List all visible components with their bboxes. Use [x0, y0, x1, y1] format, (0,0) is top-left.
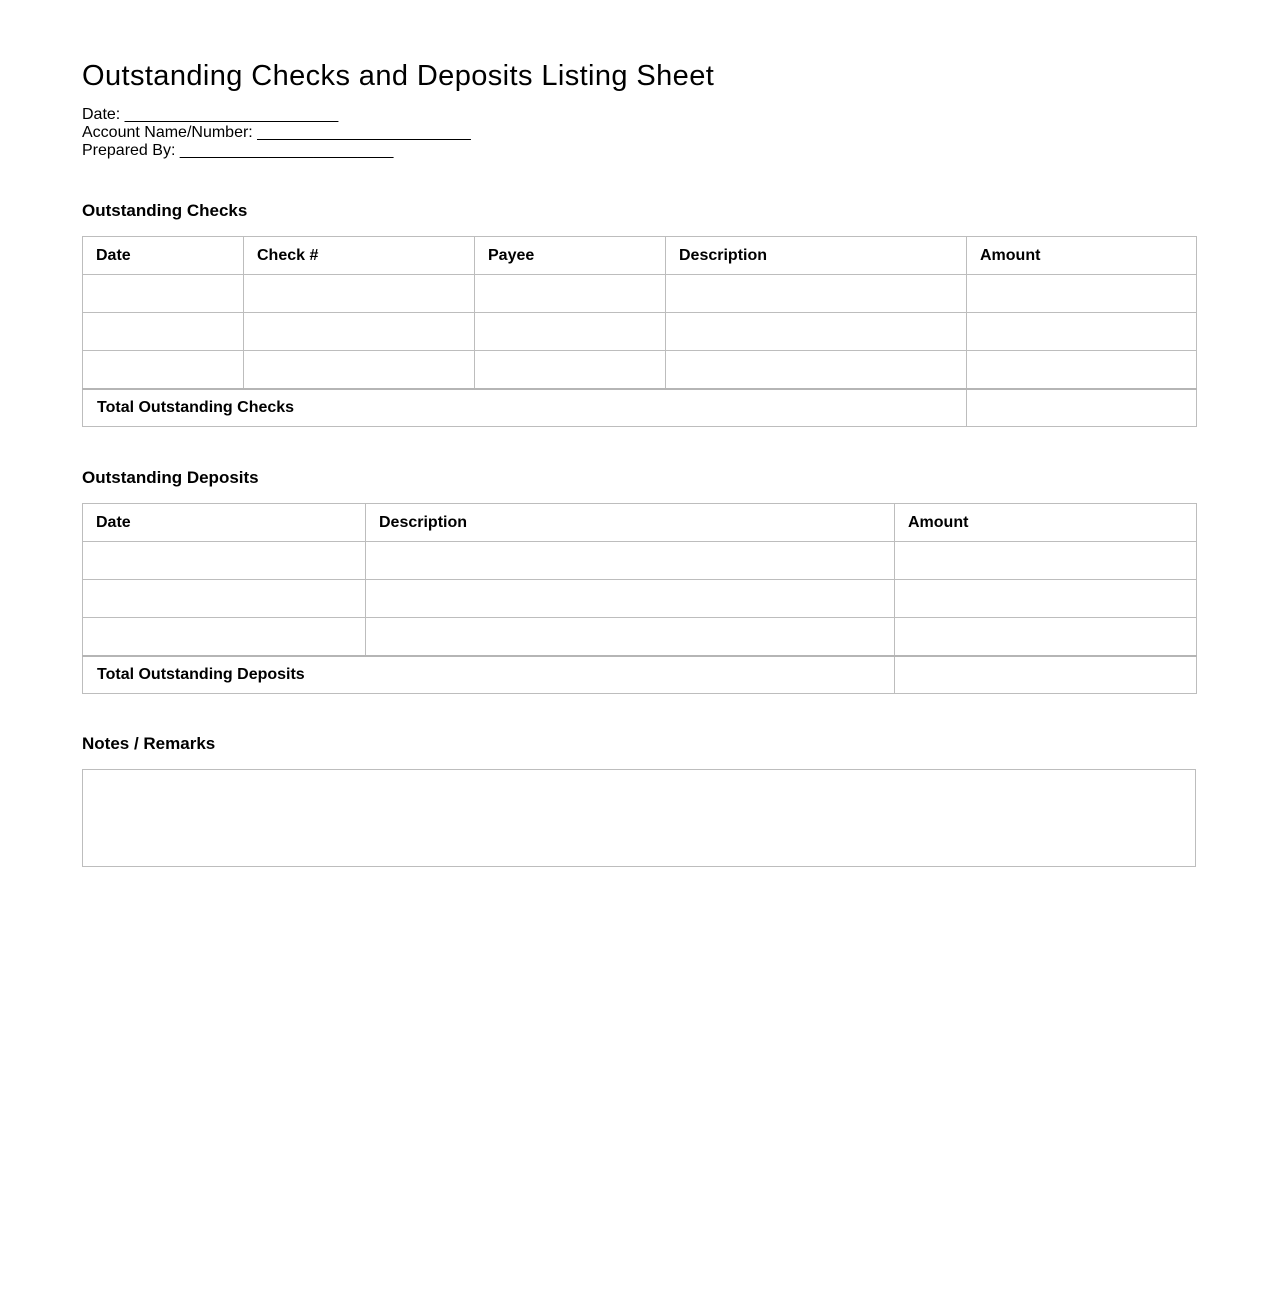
table-row: [83, 313, 1197, 351]
document-title: Outstanding Checks and Deposits Listing Sheet: [82, 60, 715, 92]
col-description: Description: [666, 237, 967, 275]
table-row: [83, 351, 1197, 389]
prepared-by-label: Prepared By:: [82, 142, 176, 159]
cell-amount[interactable]: [967, 275, 1197, 313]
cell-date[interactable]: [83, 275, 244, 313]
cell-date[interactable]: [83, 618, 366, 656]
date-label: Date:: [82, 106, 121, 123]
table-row: [83, 580, 1197, 618]
cell-amount[interactable]: [967, 313, 1197, 351]
cell-amount[interactable]: [895, 542, 1197, 580]
checks-heading: Outstanding Checks: [82, 201, 248, 220]
table-row: [83, 275, 1197, 313]
checks-total-row: [83, 389, 1197, 427]
col-description: Description: [366, 504, 895, 542]
checks-table: [82, 236, 1197, 427]
cell-description[interactable]: [666, 275, 967, 313]
checks-total-label: Total Outstanding Checks: [83, 389, 967, 427]
prepared-by-field[interactable]: [82, 142, 471, 160]
col-amount: Amount: [895, 504, 1197, 542]
cell-amount[interactable]: [895, 580, 1197, 618]
cell-description[interactable]: [366, 618, 895, 656]
cell-date[interactable]: [83, 351, 244, 389]
deposits-total-value[interactable]: [895, 656, 1197, 694]
account-field[interactable]: [82, 124, 471, 142]
cell-date[interactable]: [83, 580, 366, 618]
cell-check-number[interactable]: [244, 313, 475, 351]
cell-payee[interactable]: [475, 351, 666, 389]
col-date: Date: [83, 237, 244, 275]
notes-heading: Notes / Remarks: [82, 734, 216, 753]
table-row: [83, 542, 1197, 580]
cell-amount[interactable]: [967, 351, 1197, 389]
prepared-by-blank[interactable]: ________________________: [179, 142, 394, 159]
checks-total-value[interactable]: [967, 389, 1197, 427]
cell-description[interactable]: [366, 542, 895, 580]
header-fields: [82, 106, 471, 160]
cell-payee[interactable]: [475, 275, 666, 313]
cell-payee[interactable]: [475, 313, 666, 351]
col-payee: Payee: [475, 237, 666, 275]
notes-box[interactable]: [82, 769, 1196, 867]
deposits-header-row: [83, 504, 1197, 542]
account-blank[interactable]: ________________________: [257, 124, 471, 141]
checks-header-row: [83, 237, 1197, 275]
deposits-heading: Outstanding Deposits: [82, 468, 259, 487]
cell-amount[interactable]: [895, 618, 1197, 656]
cell-date[interactable]: [83, 542, 366, 580]
cell-check-number[interactable]: [244, 275, 475, 313]
cell-check-number[interactable]: [244, 351, 475, 389]
col-check-number: Check #: [244, 237, 475, 275]
cell-description[interactable]: [666, 351, 967, 389]
table-row: [83, 618, 1197, 656]
date-field[interactable]: [82, 106, 471, 124]
cell-description[interactable]: [366, 580, 895, 618]
col-date: Date: [83, 504, 366, 542]
deposits-table: [82, 503, 1197, 694]
deposits-total-label: Total Outstanding Deposits: [83, 656, 895, 694]
cell-date[interactable]: [83, 313, 244, 351]
account-label: Account Name/Number:: [82, 124, 253, 141]
cell-description[interactable]: [666, 313, 967, 351]
deposits-total-row: [83, 656, 1197, 694]
col-amount: Amount: [967, 237, 1197, 275]
date-blank[interactable]: ________________________: [124, 106, 339, 123]
